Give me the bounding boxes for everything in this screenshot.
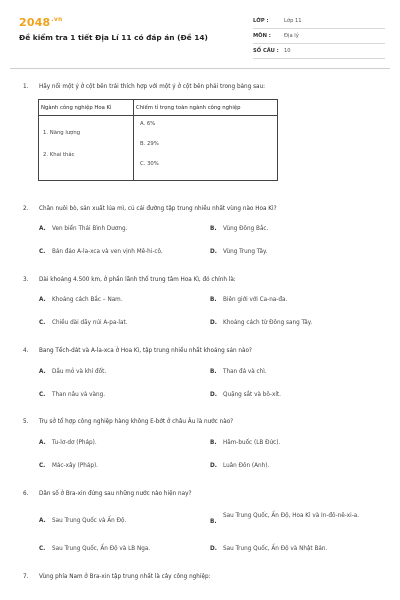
option-text: Than nâu và vàng. [52,392,106,398]
question-number: 3. [23,277,29,283]
meta-row-count [253,44,385,59]
option-text: Ven biển Thái Bình Dương. [52,226,128,232]
table-divider [133,100,134,180]
question-4 [23,348,252,354]
option-letter: D. [210,392,217,398]
meta-key: MÔN : [253,33,271,39]
option-text: Khoảng cách từ Đông sang Tây. [223,320,313,326]
question-number: 1. [23,84,29,90]
page-header [0,0,400,64]
meta-value: Địa lý [284,33,299,39]
option-text: Khoảng cách Bắc – Nam. [52,297,123,303]
option-letter: D. [210,249,217,255]
option-text: Mác-xây (Pháp). [52,463,98,469]
question-text: Chăn nuôi bò, sản xuất lúa mì, củ cải đường tập trung nhiều nhất vùng nào Hoa Kì? [39,206,277,212]
option-letter: A. [39,518,46,524]
option-text: Sau Trung Quốc, Ấn Độ và LB Nga. [52,546,151,552]
meta-row-subject [253,29,385,44]
option-d[interactable] [210,249,267,255]
meta-info [253,14,385,59]
option-letter: A. [39,226,46,232]
table-cell: A. 6% [140,121,156,127]
option-text: Vùng Trung Tây. [223,249,268,255]
option-letter: C. [39,392,46,398]
table-header-cell: Ngành công nghiệp Hoa Kì [41,105,112,111]
option-text: Sau Trung Quốc và Ấn Độ. [52,518,127,524]
option-d[interactable] [210,392,281,398]
option-c[interactable] [39,546,150,552]
table-cell: 1. Năng lượng [43,130,81,136]
question-text: Bang Tếch-dát và A-la-xca ở Hoa Kì, tập trung nhiều nhất khoáng sản nào? [39,348,252,354]
question-7 [23,574,211,580]
question-text: Hãy nối một ý ở cột bên trái thích hợp với một ý ở cột bên phải trong bảng sau: [39,84,266,90]
option-text: Luân Đôn (Anh). [223,463,270,469]
option-d[interactable] [210,463,269,469]
question-6 [23,491,191,497]
option-text: Vùng Đông Bắc. [223,226,269,232]
question-text: Vùng phía Nam ở Bra-xin tập trung nhất là cây công nghiệp: [39,574,211,580]
meta-value: 10 [284,48,291,54]
table-header-cell: Chiếm tỉ trọng toàn ngành công nghiệp [136,105,241,111]
question-3 [23,277,236,283]
option-letter: D. [210,463,217,469]
option-text: Sau Trung Quốc, Ấn Độ, Hoa Kì và In-đô-nê-xi-a. [223,513,360,519]
option-a[interactable] [39,226,127,232]
option-text: Than đá và chì. [223,369,267,375]
table-cell: C. 30% [140,161,159,167]
option-c[interactable] [39,320,128,326]
header-divider [10,68,390,69]
option-a[interactable] [39,518,126,524]
option-text: Quặng sắt và bô-xít. [223,392,281,398]
option-d[interactable] [210,320,312,326]
meta-value: Lớp 11 [284,18,302,24]
question-text: Dài khoảng 4.500 km, ở phần lãnh thổ trung tâm Hoa Kì, đó chính là: [39,277,236,283]
option-letter: A. [39,369,46,375]
option-text: Chiều dài dãy núi A-pa-lat. [52,320,128,326]
option-c[interactable] [39,249,163,255]
option-letter: B. [210,519,217,525]
option-letter: C. [39,546,46,552]
option-text: Tu-lơ-dơ (Pháp). [52,440,97,446]
question-number: 2. [23,206,29,212]
option-letter: B. [210,369,217,375]
option-c[interactable] [39,463,98,469]
option-b[interactable] [210,369,267,375]
matching-table [38,99,278,181]
option-text: Bán đảo A-la-xca và ven vịnh Mê-hi-cô. [52,249,163,255]
option-text: Sau Trung Quốc, Ấn Độ và Nhật Bản. [223,546,328,552]
question-number: 4. [23,348,29,354]
option-a[interactable] [39,369,106,375]
option-text: Biên giới với Ca-na-đa. [223,297,288,303]
table-header [39,100,277,116]
option-text: Hăm-buốc (LB Đức). [223,440,281,446]
option-letter: D. [210,546,217,552]
question-2 [23,206,277,212]
option-c[interactable] [39,392,105,398]
option-letter: C. [39,249,46,255]
option-letter: B. [210,440,217,446]
question-1 [23,84,265,90]
option-letter: A. [39,297,46,303]
logo-text: 2048 [19,16,51,29]
option-letter: B. [210,226,217,232]
option-text: Dầu mỏ và khí đốt. [52,369,107,375]
question-number: 6. [23,491,29,497]
document-title: Đề kiểm tra 1 tiết Địa Lí 11 có đáp án (Đề 14) [19,33,208,42]
site-logo[interactable] [19,16,62,29]
option-d[interactable] [210,546,327,552]
option-letter: C. [39,320,46,326]
meta-key: SỐ CÂU : [253,48,279,54]
meta-row-class [253,14,385,29]
option-a[interactable] [39,440,97,446]
question-5 [23,419,233,425]
option-b[interactable] [210,226,268,232]
option-letter: B. [210,297,217,303]
question-number: 5. [23,419,29,425]
option-b[interactable] [210,297,287,303]
logo-suffix: .vn [51,16,63,24]
option-letter: A. [39,440,46,446]
option-letter: D. [210,320,217,326]
question-text: Dân số ở Bra-xin đứng sau những nước nào hiện nay? [39,491,192,497]
option-b[interactable] [210,440,280,446]
table-cell: 2. Khai thác [43,152,75,158]
question-number: 7. [23,574,29,580]
option-letter: C. [39,463,46,469]
option-a[interactable] [39,297,123,303]
table-cell: B. 29% [140,141,159,147]
option-b[interactable] [210,512,370,527]
question-text: Trụ sở tổ hợp công nghiệp hàng không E-bớt ở châu Âu là nước nào? [39,419,234,425]
meta-key: LỚP : [253,18,269,24]
